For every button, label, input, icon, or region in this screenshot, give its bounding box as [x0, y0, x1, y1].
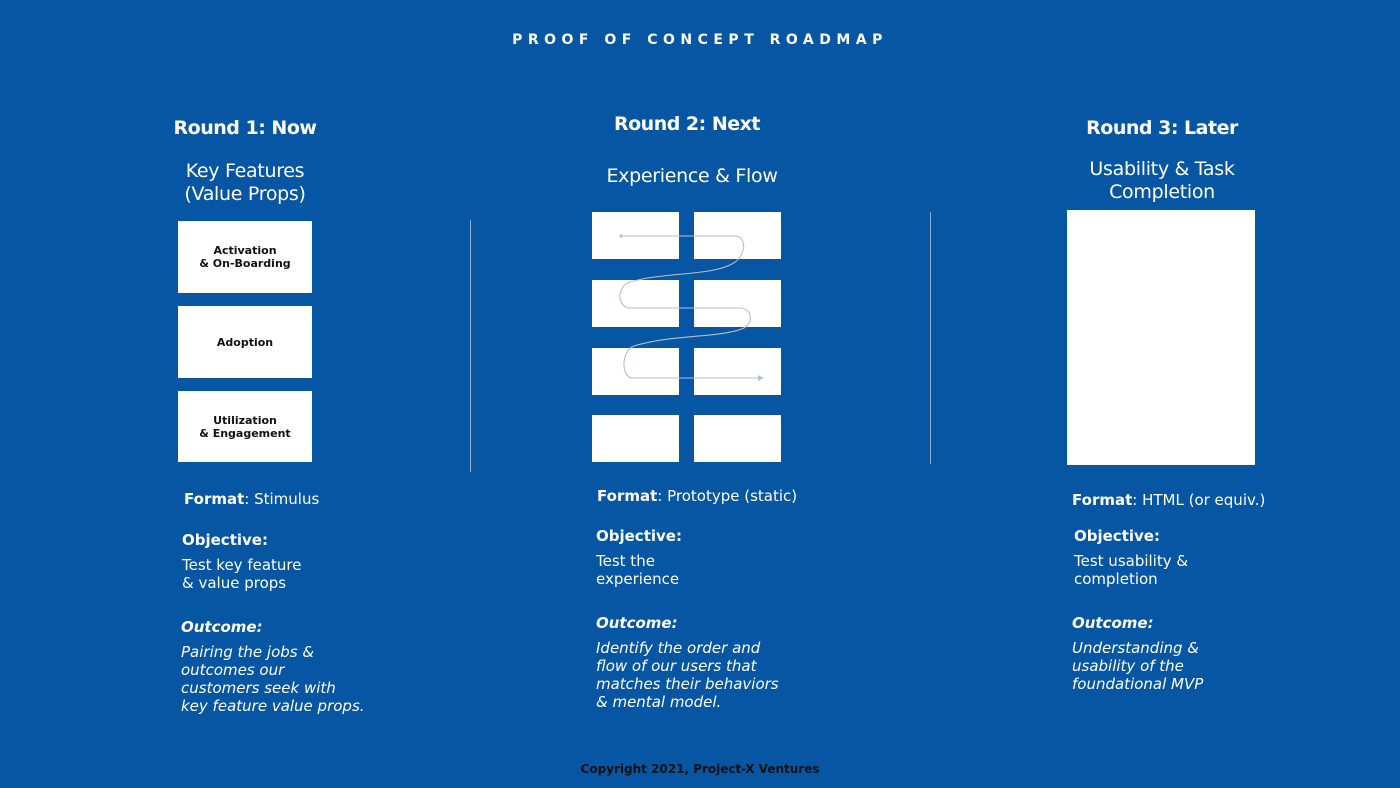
round-1-heading: Round 1: Now [173, 117, 317, 139]
round-1-format [184, 490, 319, 508]
round-3-heading: Round 3: Later [1086, 117, 1238, 139]
feature-box-adoption: Adoption [178, 306, 312, 378]
format-label: Format [1072, 491, 1133, 509]
feature-box-utilization: Utilization & Engagement [178, 391, 312, 462]
round-3-outcome-text: Understanding & usability of the foundational MVP [1072, 639, 1204, 693]
round-3-format [1072, 491, 1265, 509]
format-value: : Prototype (static) [657, 487, 798, 505]
round-2-objective-text: Test the experience [596, 552, 680, 588]
round-1-outcome-text: Pairing the jobs & outcomes our customers seek with key feature value props. [181, 643, 365, 715]
format-value: : Stimulus [244, 490, 320, 508]
column-divider-2 [930, 212, 931, 464]
format-value: : HTML (or equiv.) [1132, 491, 1266, 509]
round-2-objective-label: Objective: [596, 527, 682, 545]
column-divider-1 [470, 220, 471, 472]
round-3-objective-text: Test usability & completion [1074, 552, 1189, 588]
format-label: Format [597, 487, 658, 505]
round-2-heading: Round 2: Next [613, 113, 760, 135]
round-3-objective-label: Objective: [1074, 527, 1160, 545]
round-2-subheading: Experience & Flow [606, 165, 778, 187]
format-label: Format [184, 490, 245, 508]
round-1-objective-text: Test key feature & value props [182, 556, 302, 592]
flow-path-arrow [592, 212, 782, 463]
flow-grid [592, 212, 782, 463]
feature-box-activation: Activation & On-Boarding [178, 221, 312, 293]
round-3-subheading: Usability & Task Completion [1089, 158, 1235, 203]
page-title: PROOF OF CONCEPT ROADMAP [512, 32, 888, 48]
html-mvp-box [1067, 210, 1255, 465]
round-1-outcome-label: Outcome: [181, 618, 263, 636]
round-2-outcome-text: Identify the order and flow of our users that matches their behaviors & mental model. [596, 639, 779, 711]
round-1-objective-label: Objective: [182, 531, 268, 549]
round-1-subheading: Key Features (Value Props) [184, 160, 306, 205]
round-2-format [597, 487, 797, 505]
round-3-outcome-label: Outcome: [1072, 614, 1154, 632]
copyright-footer: Copyright 2021, Project-X Ventures [580, 762, 820, 776]
round-2-outcome-label: Outcome: [596, 614, 678, 632]
